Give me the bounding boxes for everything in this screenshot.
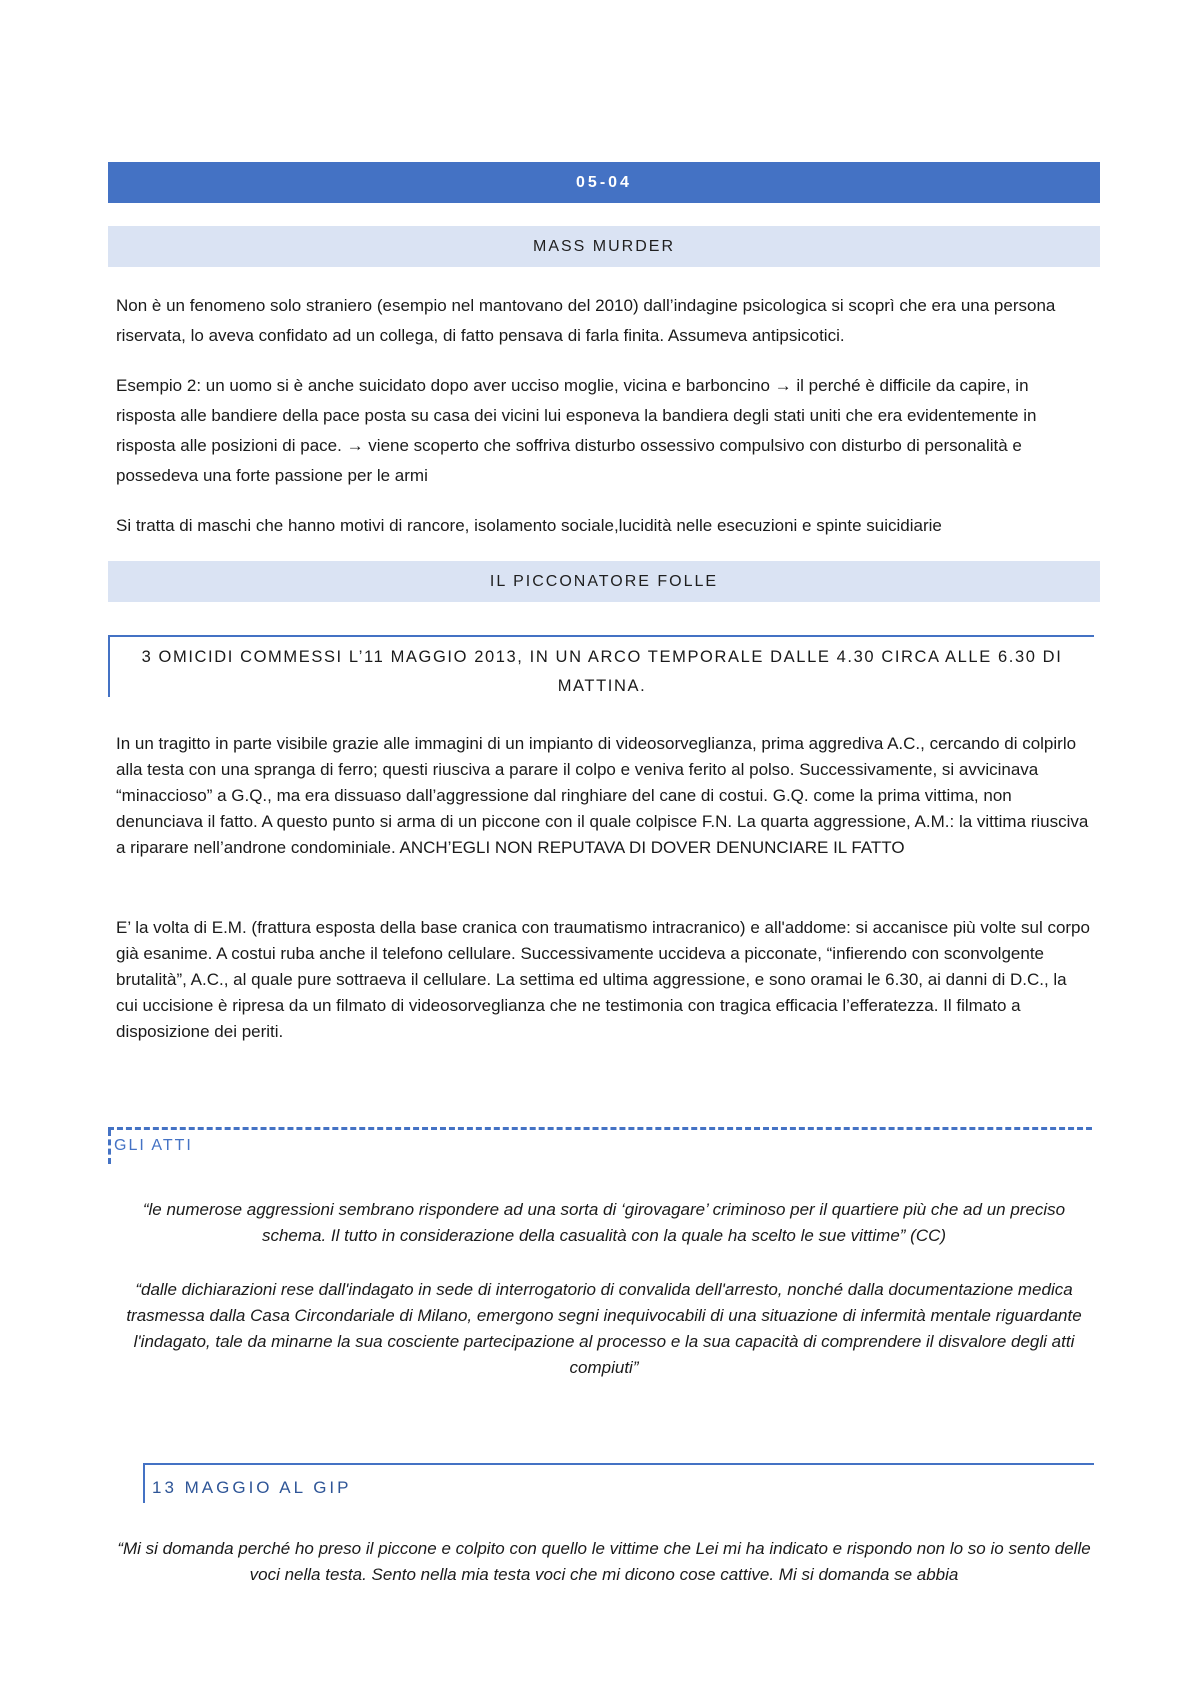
section-title: IL PICCONATORE FOLLE — [489, 572, 719, 590]
atti-side-rule — [108, 1130, 113, 1164]
date-banner — [108, 162, 1100, 203]
paragraph — [116, 511, 1092, 541]
paragraph — [116, 291, 1092, 351]
paragraph-text: In un tragitto in parte visibile grazie alle immagini di un impianto di videosorveglianza, prima aggrediva A.C., cercando di colpirlo alla testa con una spranga di ferro; questi riusciva a parare il colpo e veniva ferito al polso. Successivamente, si avvicinava “minaccioso” a G.Q., ma era dissuaso dall’aggressione dal ringhiare del cane di costui. G.Q. come la prima vittima, non denunciava il fatto. A questo punto si arma di un piccone con il quale colpisce F.N. La quarta aggressione, A.M.: la vittima riusciva a ripararе nell’androne condominiale. ANCH’EGLI NON REPUTAVA DI DOVER DENUNCIARE IL FATTO — [116, 734, 1089, 857]
quote-text: “le numerose aggressioni sembrano rispondere ad una sorta di ‘girovagare’ criminoso per il quartiere più che ad un preciso schema. Il tutto in considerazione della casualità con la quale ha scelto le sue vittime” (CC) — [142, 1200, 1066, 1245]
paragraph — [116, 915, 1092, 1045]
quote — [116, 1277, 1092, 1381]
quote — [116, 1536, 1092, 1588]
paragraph-text: Si tratta di maschi che hanno motivi di rancore, isolamento sociale,lucidità nelle esecuzioni e spinte suicidiarie — [116, 516, 942, 535]
paragraph — [116, 731, 1092, 861]
paragraph-text: Non è un fenomeno solo straniero (esempio nel mantovano del 2010) dall’indagine psicologica si scoprì che era una persona riservata, lo aveva confidato ad un collega, di fatto pensava di farla finita. Assumeva antipsicotici. — [116, 296, 1056, 345]
section-title: MASS MURDER — [532, 237, 675, 255]
paragraph-text: Esempio 2: un uomo si è anche suicidato dopo aver ucciso moglie, vicina e barboncino → il perché è difficile da capire, in risposta alle bandiere della pace posta su casa dei vicini lui esponeva la bandiera degli stati uniti che era evidentemente in risposta alle posizioni di pace. → viene scoperto che soffriva disturbo ossessivo compulsivo con disturbo di personalità e possedeva una forte passione per le armi — [116, 376, 1037, 485]
quote-text: “Mi si domanda perché ho preso il piccone e colpito con quello le vittime che Lei mi ha indicato e rispondo non lo so io sento delle voci nella testa. Sento nella mia testa voci che mi dicono cose cattive. Mi si domanda se abbia — [117, 1539, 1091, 1584]
section-heading-gip: 13 MAGGIO AL GIP — [152, 1478, 352, 1497]
section-heading-picconatore — [108, 561, 1100, 602]
atti-top-rule — [108, 1127, 1092, 1130]
section-heading-mass-murder — [108, 226, 1100, 267]
section-heading-gli-atti: GLI ATTI — [114, 1137, 193, 1154]
subheading-text: 3 OMICIDI COMMESSI L’11 MAGGIO 2013, IN UN ARCO TEMPORALE DALLE 4.30 CIRCA ALLE 6.30 DI MATTINA. — [141, 648, 1063, 695]
quote — [116, 1197, 1092, 1249]
date-label: 05-04 — [576, 173, 632, 191]
paragraph — [116, 371, 1092, 491]
paragraph-text: E’ la volta di E.M. (frattura esposta della base cranica con traumatismo intracranico) e all'addome: si accanisce più volte sul corpo già esanime. A costui ruba anche il telefono cellulare. Successivamente uccideva a picconate, “infierendo con sconvolgente brutalità”, A.C., al quale pure sottraeva il cellulare. La settima ed ultima aggressione, e sono oramai le 6.30, ai danni di D.C., la cui uccisione è ripresa da un filmato di videosorveglianza che ne testimonia con tragica efficacia l’efferatezza. Il filmato a disposizione dei periti. — [116, 918, 1090, 1041]
quote-text: “dalle dichiarazioni rese dall'indagato in sede di interrogatorio di convalida dell'arresto, nonché dalla documentazione medica trasmessa dalla Casa Circondariale di Milano, emergono segni inequivocabili di una situazione di infermità mentale riguardante l'indagato, tale da minarne la sua cosciente partecipazione al processo e la sua capacità di comprendere il disvalore degli atti compiuti” — [126, 1280, 1082, 1377]
subheading-box — [108, 635, 1094, 697]
